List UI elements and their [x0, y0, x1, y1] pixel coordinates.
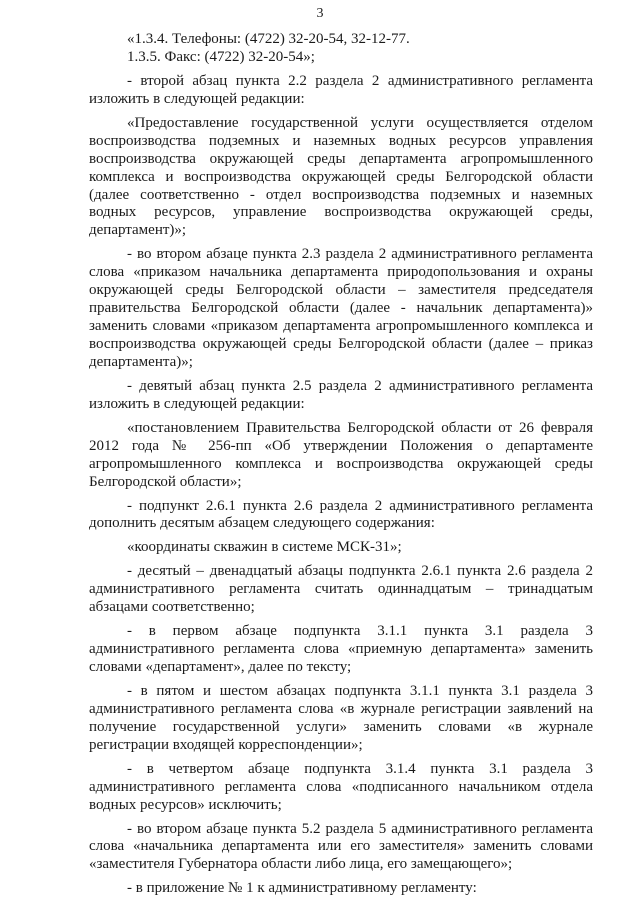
- document-body: [89, 31, 593, 898]
- paragraph: [89, 683, 593, 755]
- text-line: - в четвертом абзаце подпункта 3.1.4 пункта 3.1 раздела 3: [127, 760, 593, 777]
- text-line: правительства Белгородской области (далее - начальник департамента)»: [89, 300, 593, 317]
- text-line: - во втором абзаце пункта 2.3 раздела 2 административного регламента: [127, 246, 593, 263]
- text-line: получение государственной услуги» заменить словами «в журнале: [89, 718, 593, 735]
- text-line: регистрации входящей корреспонденции»;: [89, 736, 363, 753]
- text-line: 1.3.5. Факс: (4722) 32-20-54»;: [127, 48, 315, 65]
- text-line: воспроизводства окружающей среды Белгородской области (далее – приказ: [89, 336, 593, 352]
- text-line: - во втором абзаце пункта 5.2 раздела 5 административного регламента: [127, 820, 593, 837]
- text-line: «1.3.4. Телефоны: (4722) 32-20-54, 32-12-77.: [127, 31, 410, 47]
- text-line: водных ресурсов, управление воспроизводства окружающей среды,: [89, 204, 593, 221]
- text-line: «координаты скважин в системе МСК-31»;: [127, 539, 402, 556]
- text-line: административного регламента считать одиннадцатым – тринадцатым: [89, 581, 593, 598]
- text-line: «постановлением Правительства Белгородской области от 26 февраля: [127, 419, 593, 436]
- text-line: - подпункт 2.6.1 пункта 2.6 раздела 2 административного регламента: [127, 497, 593, 514]
- text-line: административного регламента слова «в журнале регистрации заявлений на: [89, 700, 593, 717]
- text-line: словами «департамент», далее по тексту;: [89, 659, 352, 675]
- paragraph: [89, 420, 593, 492]
- text-line: абзацами соответственно;: [89, 599, 255, 616]
- paragraph: [89, 623, 593, 677]
- paragraph: [89, 880, 593, 898]
- text-line: слова «начальника департамента или его заместителя» заменить словами: [89, 838, 593, 855]
- text-line: департамент)»;: [89, 222, 187, 239]
- text-line: 2012 года № 256-пп «Об утверждении Положения о департаменте: [89, 437, 593, 454]
- text-line: комплекса и воспроизводства окружающей среды Белгородской области: [89, 168, 593, 185]
- paragraph: [89, 539, 593, 557]
- text-line: - в первом абзаце подпункта 3.1.1 пункта 3.1 раздела 3: [127, 623, 593, 640]
- paragraph: [89, 73, 593, 109]
- text-line: изложить в следующей редакции:: [89, 395, 305, 412]
- paragraph: [89, 563, 593, 617]
- paragraph: [89, 821, 593, 875]
- text-line: департамента)»;: [89, 353, 193, 370]
- text-line: «заместителя Губернатора области либо лица, его замещающего»;: [89, 856, 513, 873]
- paragraph: [89, 49, 593, 67]
- text-line: «Предоставление государственной услуги осуществляется отделом: [127, 114, 593, 131]
- text-line: административного регламента слова «приемную департамента» заменить: [89, 641, 593, 658]
- page-number: 3: [316, 6, 324, 21]
- text-line: окружающей среды Белгородской области – заместителя председателя: [89, 282, 593, 299]
- text-line: дополнить десятым абзацем следующего содержания:: [89, 515, 435, 532]
- text-line: (далее соответственно - отдел воспроизводства подземных и наземных: [89, 186, 593, 203]
- text-line: - в приложение № 1 к административному регламенту:: [127, 880, 477, 897]
- text-line: слова «приказом начальника департамента природопользования и охраны: [89, 264, 593, 281]
- paragraph: [89, 498, 593, 534]
- paragraph: [89, 31, 593, 49]
- text-line: - десятый – двенадцатый абзацы подпункта 2.6.1 пункта 2.6 раздела 2: [127, 563, 593, 580]
- text-line: - девятый абзац пункта 2.5 раздела 2 административного регламента: [127, 377, 593, 394]
- text-line: воспроизводства подземных и наземных водных ресурсов управления: [89, 132, 593, 149]
- text-line: административного регламента слова «подписанного начальником отдела: [89, 778, 593, 795]
- paragraph: [89, 378, 593, 414]
- text-line: - второй абзац пункта 2.2 раздела 2 административного регламента: [127, 72, 593, 89]
- text-line: водных ресурсов» исключить;: [89, 796, 282, 813]
- text-line: изложить в следующей редакции:: [89, 90, 305, 107]
- text-line: заменить словами «приказом департамента агропромышленного комплекса и: [89, 318, 593, 335]
- text-line: - в пятом и шестом абзацах подпункта 3.1.1 пункта 3.1 раздела 3: [127, 682, 593, 699]
- paragraph: [89, 115, 593, 241]
- paragraph: [89, 761, 593, 815]
- text-line: воспроизводства окружающей среды департамента агропромышленного: [89, 150, 593, 167]
- paragraph: [89, 246, 593, 372]
- text-line: Белгородской области»;: [89, 473, 242, 490]
- text-line: агропромышленного комплекса и воспроизводства окружающей среды: [89, 455, 593, 472]
